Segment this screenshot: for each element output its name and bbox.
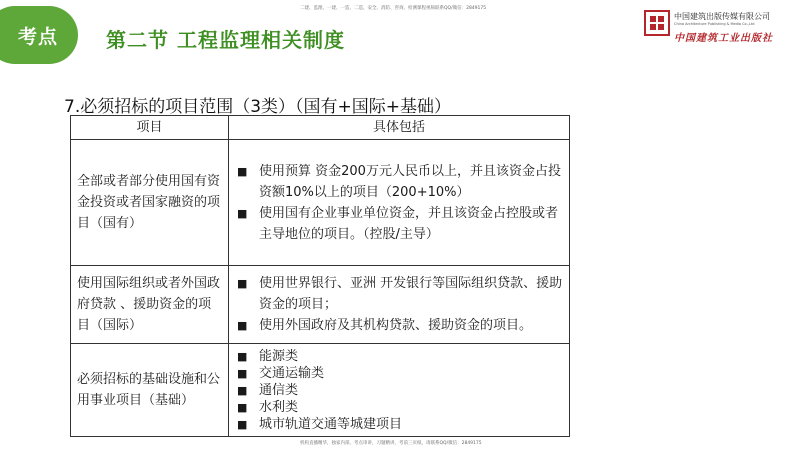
badge-label: 考点 bbox=[17, 25, 58, 48]
list-item bbox=[237, 315, 563, 336]
bullet-square-icon: ■ bbox=[237, 206, 248, 220]
list-item bbox=[237, 273, 563, 315]
row-category: 全部或者部分使用国有资金投资或者国家融资的项目（国有） bbox=[71, 140, 229, 266]
table-row bbox=[71, 266, 570, 344]
publisher-name-en: China Architecture Publishing & Media Co.,Ltd bbox=[674, 22, 755, 26]
publisher-name-cn: 中国建筑出版传媒有限公司 bbox=[674, 12, 770, 21]
bottom-watermark-note: 机构直播精华，独家内部，考点串讲，习题精讲，考前三页纸，请联系QQ/微信：2849175 bbox=[300, 441, 482, 446]
bullet-square-icon: ■ bbox=[237, 319, 248, 332]
list-item bbox=[237, 203, 563, 245]
publisher-logo bbox=[644, 8, 794, 44]
list-item bbox=[237, 382, 563, 399]
kaodian-badge bbox=[0, 6, 78, 64]
bullet-square-icon: ■ bbox=[237, 366, 248, 380]
section-heading: 7.必须招标的项目范围（3类）（国有+国际+基础） bbox=[64, 97, 452, 117]
list-item-text: 使用预算 资金200万元人民币以上，并且该资金占投资额10%以上的项目（200+10%） bbox=[259, 163, 561, 200]
list-item bbox=[237, 416, 563, 433]
row-items bbox=[229, 266, 570, 344]
list-item-text: 使用世界银行、亚洲 开发银行等国际组织贷款、援助资金的项目； bbox=[259, 276, 563, 312]
bullet-square-icon: ■ bbox=[237, 417, 248, 431]
list-item-text: 交通运输类 bbox=[259, 365, 325, 381]
row-items bbox=[229, 344, 570, 437]
list-item bbox=[237, 161, 563, 203]
list-item-text: 通信类 bbox=[259, 382, 299, 398]
list-item-text: 水利类 bbox=[259, 399, 299, 415]
bullet-square-icon: ■ bbox=[237, 277, 248, 290]
bullet-square-icon: ■ bbox=[237, 400, 248, 414]
list-item bbox=[237, 365, 563, 382]
row-items bbox=[229, 140, 570, 266]
page-title: 第二节 工程监理相关制度 bbox=[106, 28, 345, 52]
list-item-text: 城市轨道交通等城建项目 bbox=[259, 416, 403, 432]
tender-scope-table bbox=[70, 115, 570, 437]
bullet-square-icon: ■ bbox=[237, 383, 248, 397]
list-item-text: 使用外国政府及其机构贷款、援助资金的项目。 bbox=[259, 318, 533, 333]
publisher-emblem-icon bbox=[644, 10, 670, 36]
publisher-script-name: 中国建筑工业出版社 bbox=[674, 33, 773, 44]
row-category: 必须招标的基础设施和公用事业项目（基础） bbox=[71, 344, 229, 437]
row-category: 使用国际组织或者外国政府贷款 、援助资金的项目（国际） bbox=[71, 266, 229, 344]
top-watermark-note: 二建、监理、一建、一造、二造、安全、消防、咨询、检测课程视频联系QQ/微信：2849175 bbox=[300, 6, 487, 11]
list-item bbox=[237, 348, 563, 365]
list-item bbox=[237, 399, 563, 416]
table-row bbox=[71, 140, 570, 266]
bullet-square-icon: ■ bbox=[237, 164, 248, 178]
list-item-text: 使用国有企业事业单位资金，并且该资金占控股或者主导地位的项目。（控股/主导） bbox=[259, 205, 559, 242]
column-header-details: 具体包括 bbox=[229, 116, 570, 140]
column-header-project: 项目 bbox=[71, 116, 229, 140]
list-item-text: 能源类 bbox=[259, 348, 299, 364]
table-row bbox=[71, 344, 570, 437]
bullet-square-icon: ■ bbox=[237, 349, 248, 363]
table-header-row bbox=[71, 116, 570, 140]
